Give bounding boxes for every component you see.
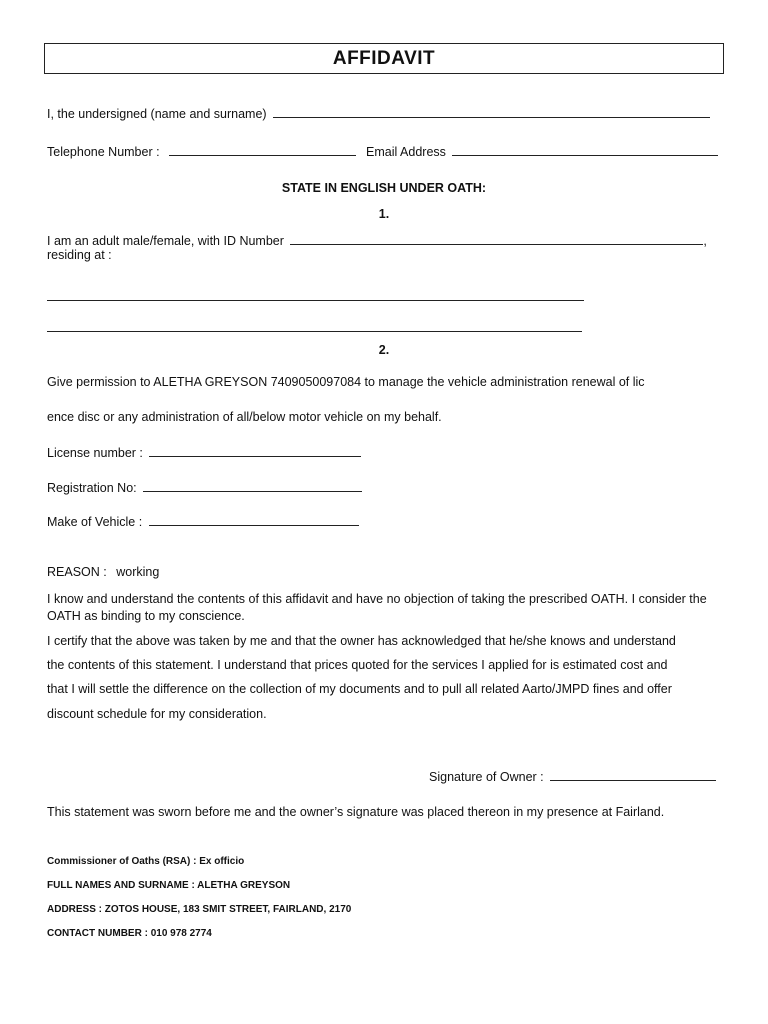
- section-1-number: 1.: [378, 207, 390, 221]
- id-row: I am an adult male/female, with ID Number ,: [47, 234, 707, 248]
- telephone-field[interactable]: [169, 143, 356, 156]
- commissioner-contact: CONTACT NUMBER : 010 978 2774: [47, 928, 212, 939]
- signature-row: [429, 768, 716, 784]
- make-label: Make of Vehicle :: [47, 515, 143, 529]
- document-title: AFFIDAVIT: [44, 43, 724, 74]
- address-line-2[interactable]: [47, 331, 582, 332]
- telephone-label: Telephone Number :: [47, 145, 160, 159]
- certification-line-1: I certify that the above was taken by me and that the owner has acknowledged that he/she knows and understand: [47, 634, 676, 648]
- signature-field[interactable]: [550, 768, 716, 781]
- registration-label: Registration No:: [47, 481, 137, 495]
- signature-label: Signature of Owner :: [429, 770, 544, 784]
- section-2-number: 2.: [378, 343, 390, 357]
- license-row: [47, 444, 361, 460]
- certification-line-3: that I will settle the difference on the collection of my documents and to pull all related Aarto/JMPD fines and offer: [47, 682, 672, 696]
- email-label: Email Address: [366, 145, 446, 159]
- name-label: I, the undersigned (name and surname): [47, 107, 267, 121]
- reason-value: working: [116, 565, 160, 579]
- commissioner-address: ADDRESS : ZOTOS HOUSE, 183 SMIT STREET, FAIRLAND, 2170: [47, 904, 352, 915]
- oath-heading: STATE IN ENGLISH UNDER OATH:: [281, 181, 487, 195]
- permission-line-1: Give permission to ALETHA GREYSON 7409050097084 to manage the vehicle administration renewal of lic: [47, 375, 645, 389]
- name-row: [47, 105, 710, 121]
- id-label: I am an adult male/female, with ID Number: [47, 234, 284, 248]
- declaration-paragraph: I know and understand the contents of this affidavit and have no objection of taking the prescribed OATH. I consider the OATH as binding to my conscience.: [47, 592, 707, 623]
- email-field[interactable]: [452, 143, 718, 156]
- sworn-statement: This statement was sworn before me and the owner’s signature was placed thereon in my presence at Fairland.: [47, 805, 665, 819]
- registration-field[interactable]: [143, 479, 362, 492]
- id-number-field[interactable]: [290, 232, 703, 245]
- make-field[interactable]: [149, 513, 359, 526]
- reason-row: [47, 565, 159, 579]
- certification-line-2: the contents of this statement. I understand that prices quoted for the services I applied for is estimated cost and: [47, 658, 668, 672]
- registration-row: [47, 479, 362, 495]
- make-row: [47, 513, 359, 529]
- permission-line-2: ence disc or any administration of all/below motor vehicle on my behalf.: [47, 410, 442, 424]
- license-field[interactable]: [149, 444, 361, 457]
- commissioner-title: Commissioner of Oaths (RSA) : Ex officio: [47, 856, 245, 867]
- commissioner-names: FULL NAMES AND SURNAME : ALETHA GREYSON: [47, 880, 291, 891]
- certification-line-4: discount schedule for my consideration.: [47, 707, 267, 721]
- name-field[interactable]: [273, 105, 710, 118]
- address-line-1[interactable]: [47, 300, 584, 301]
- reason-label: REASON :: [47, 565, 107, 579]
- license-label: License number :: [47, 446, 143, 460]
- residing-label: residing at :: [47, 248, 112, 262]
- email-row: [366, 143, 718, 159]
- telephone-row: [47, 143, 356, 159]
